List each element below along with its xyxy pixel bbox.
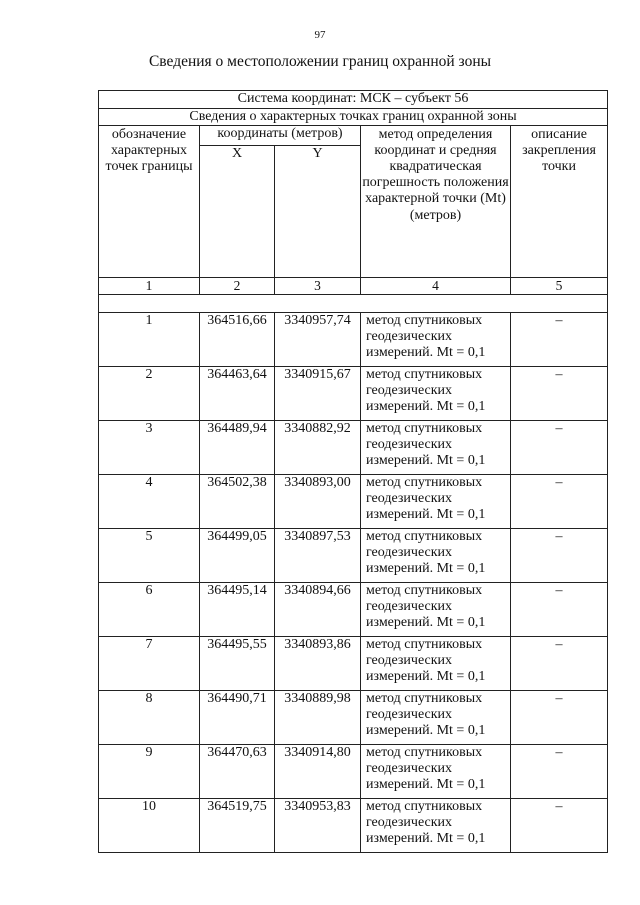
x-coordinate-cell: 364516,66 xyxy=(200,313,275,367)
description-cell: – xyxy=(511,637,608,691)
point-id-cell: 2 xyxy=(99,367,200,421)
point-id-cell: 4 xyxy=(99,475,200,529)
table-row xyxy=(99,583,608,637)
boundary-points-table xyxy=(98,90,608,853)
section-title-row xyxy=(99,109,608,126)
column-number: 1 xyxy=(99,278,200,295)
table-row xyxy=(99,313,608,367)
table-row xyxy=(99,475,608,529)
method-cell: метод спутниковых геодезических измерений. Mt = 0,1 xyxy=(361,367,511,421)
point-id-cell: 3 xyxy=(99,421,200,475)
header-point-designation: обозначение характерных точек границы xyxy=(99,126,200,278)
page-number: 97 xyxy=(314,29,326,41)
x-coordinate-cell: 364499,05 xyxy=(200,529,275,583)
method-cell: метод спутниковых геодезических измерений. Mt = 0,1 xyxy=(361,799,511,853)
description-cell: – xyxy=(511,421,608,475)
table-row xyxy=(99,637,608,691)
y-coordinate-cell: 3340894,66 xyxy=(275,583,361,637)
method-cell: метод спутниковых геодезических измерений. Mt = 0,1 xyxy=(361,637,511,691)
point-id-cell: 10 xyxy=(99,799,200,853)
description-cell: – xyxy=(511,313,608,367)
header-method: метод определения координат и средняя квадратическая погрешность положения характерной точки (Mt) (метров) xyxy=(361,126,511,278)
column-number: 3 xyxy=(275,278,361,295)
description-cell: – xyxy=(511,691,608,745)
method-cell: метод спутниковых геодезических измерений. Mt = 0,1 xyxy=(361,475,511,529)
coordinate-system-label: Система координат: МСК – субъект 56 xyxy=(99,91,608,109)
y-coordinate-cell: 3340953,83 xyxy=(275,799,361,853)
y-coordinate-cell: 3340893,86 xyxy=(275,637,361,691)
method-cell: метод спутниковых геодезических измерений. Mt = 0,1 xyxy=(361,313,511,367)
x-coordinate-cell: 364489,94 xyxy=(200,421,275,475)
method-cell: метод спутниковых геодезических измерений. Mt = 0,1 xyxy=(361,421,511,475)
y-coordinate-cell: 3340915,67 xyxy=(275,367,361,421)
y-coordinate-cell: 3340957,74 xyxy=(275,313,361,367)
y-coordinate-cell: 3340914,80 xyxy=(275,745,361,799)
method-cell: метод спутниковых геодезических измерений. Mt = 0,1 xyxy=(361,529,511,583)
point-id-cell: 7 xyxy=(99,637,200,691)
point-id-cell: 8 xyxy=(99,691,200,745)
y-coordinate-cell: 3340889,98 xyxy=(275,691,361,745)
document-title: Сведения о местоположении границ охранной зоны xyxy=(148,53,492,70)
method-cell: метод спутниковых геодезических измерений. Mt = 0,1 xyxy=(361,583,511,637)
blank-cell xyxy=(99,295,608,313)
description-cell: – xyxy=(511,745,608,799)
header-coordinates: координаты (метров) xyxy=(200,126,361,146)
x-coordinate-cell: 364490,71 xyxy=(200,691,275,745)
point-id-cell: 5 xyxy=(99,529,200,583)
table-row xyxy=(99,799,608,853)
y-coordinate-cell: 3340893,00 xyxy=(275,475,361,529)
coordinate-system-row xyxy=(99,91,608,109)
y-coordinate-cell: 3340882,92 xyxy=(275,421,361,475)
method-cell: метод спутниковых геодезических измерений. Mt = 0,1 xyxy=(361,691,511,745)
x-coordinate-cell: 364463,64 xyxy=(200,367,275,421)
column-numbers-row xyxy=(99,278,608,295)
table-row xyxy=(99,529,608,583)
table-row xyxy=(99,691,608,745)
column-number: 5 xyxy=(511,278,608,295)
description-cell: – xyxy=(511,583,608,637)
header-fixing-description: описание закрепления точки xyxy=(511,126,608,278)
description-cell: – xyxy=(511,367,608,421)
header-row xyxy=(99,126,608,146)
description-cell: – xyxy=(511,529,608,583)
point-id-cell: 9 xyxy=(99,745,200,799)
description-cell: – xyxy=(511,799,608,853)
description-cell: – xyxy=(511,475,608,529)
x-coordinate-cell: 364502,38 xyxy=(200,475,275,529)
point-id-cell: 6 xyxy=(99,583,200,637)
x-coordinate-cell: 364470,63 xyxy=(200,745,275,799)
section-title: Сведения о характерных точках границ охранной зоны xyxy=(99,109,608,126)
y-coordinate-cell: 3340897,53 xyxy=(275,529,361,583)
header-x: X xyxy=(200,146,275,278)
blank-row xyxy=(99,295,608,313)
point-id-cell: 1 xyxy=(99,313,200,367)
header-y: Y xyxy=(275,146,361,278)
column-number: 2 xyxy=(200,278,275,295)
table-row xyxy=(99,367,608,421)
x-coordinate-cell: 364495,55 xyxy=(200,637,275,691)
method-cell: метод спутниковых геодезических измерений. Mt = 0,1 xyxy=(361,745,511,799)
table-row xyxy=(99,421,608,475)
column-number: 4 xyxy=(361,278,511,295)
x-coordinate-cell: 364495,14 xyxy=(200,583,275,637)
x-coordinate-cell: 364519,75 xyxy=(200,799,275,853)
table-row xyxy=(99,745,608,799)
